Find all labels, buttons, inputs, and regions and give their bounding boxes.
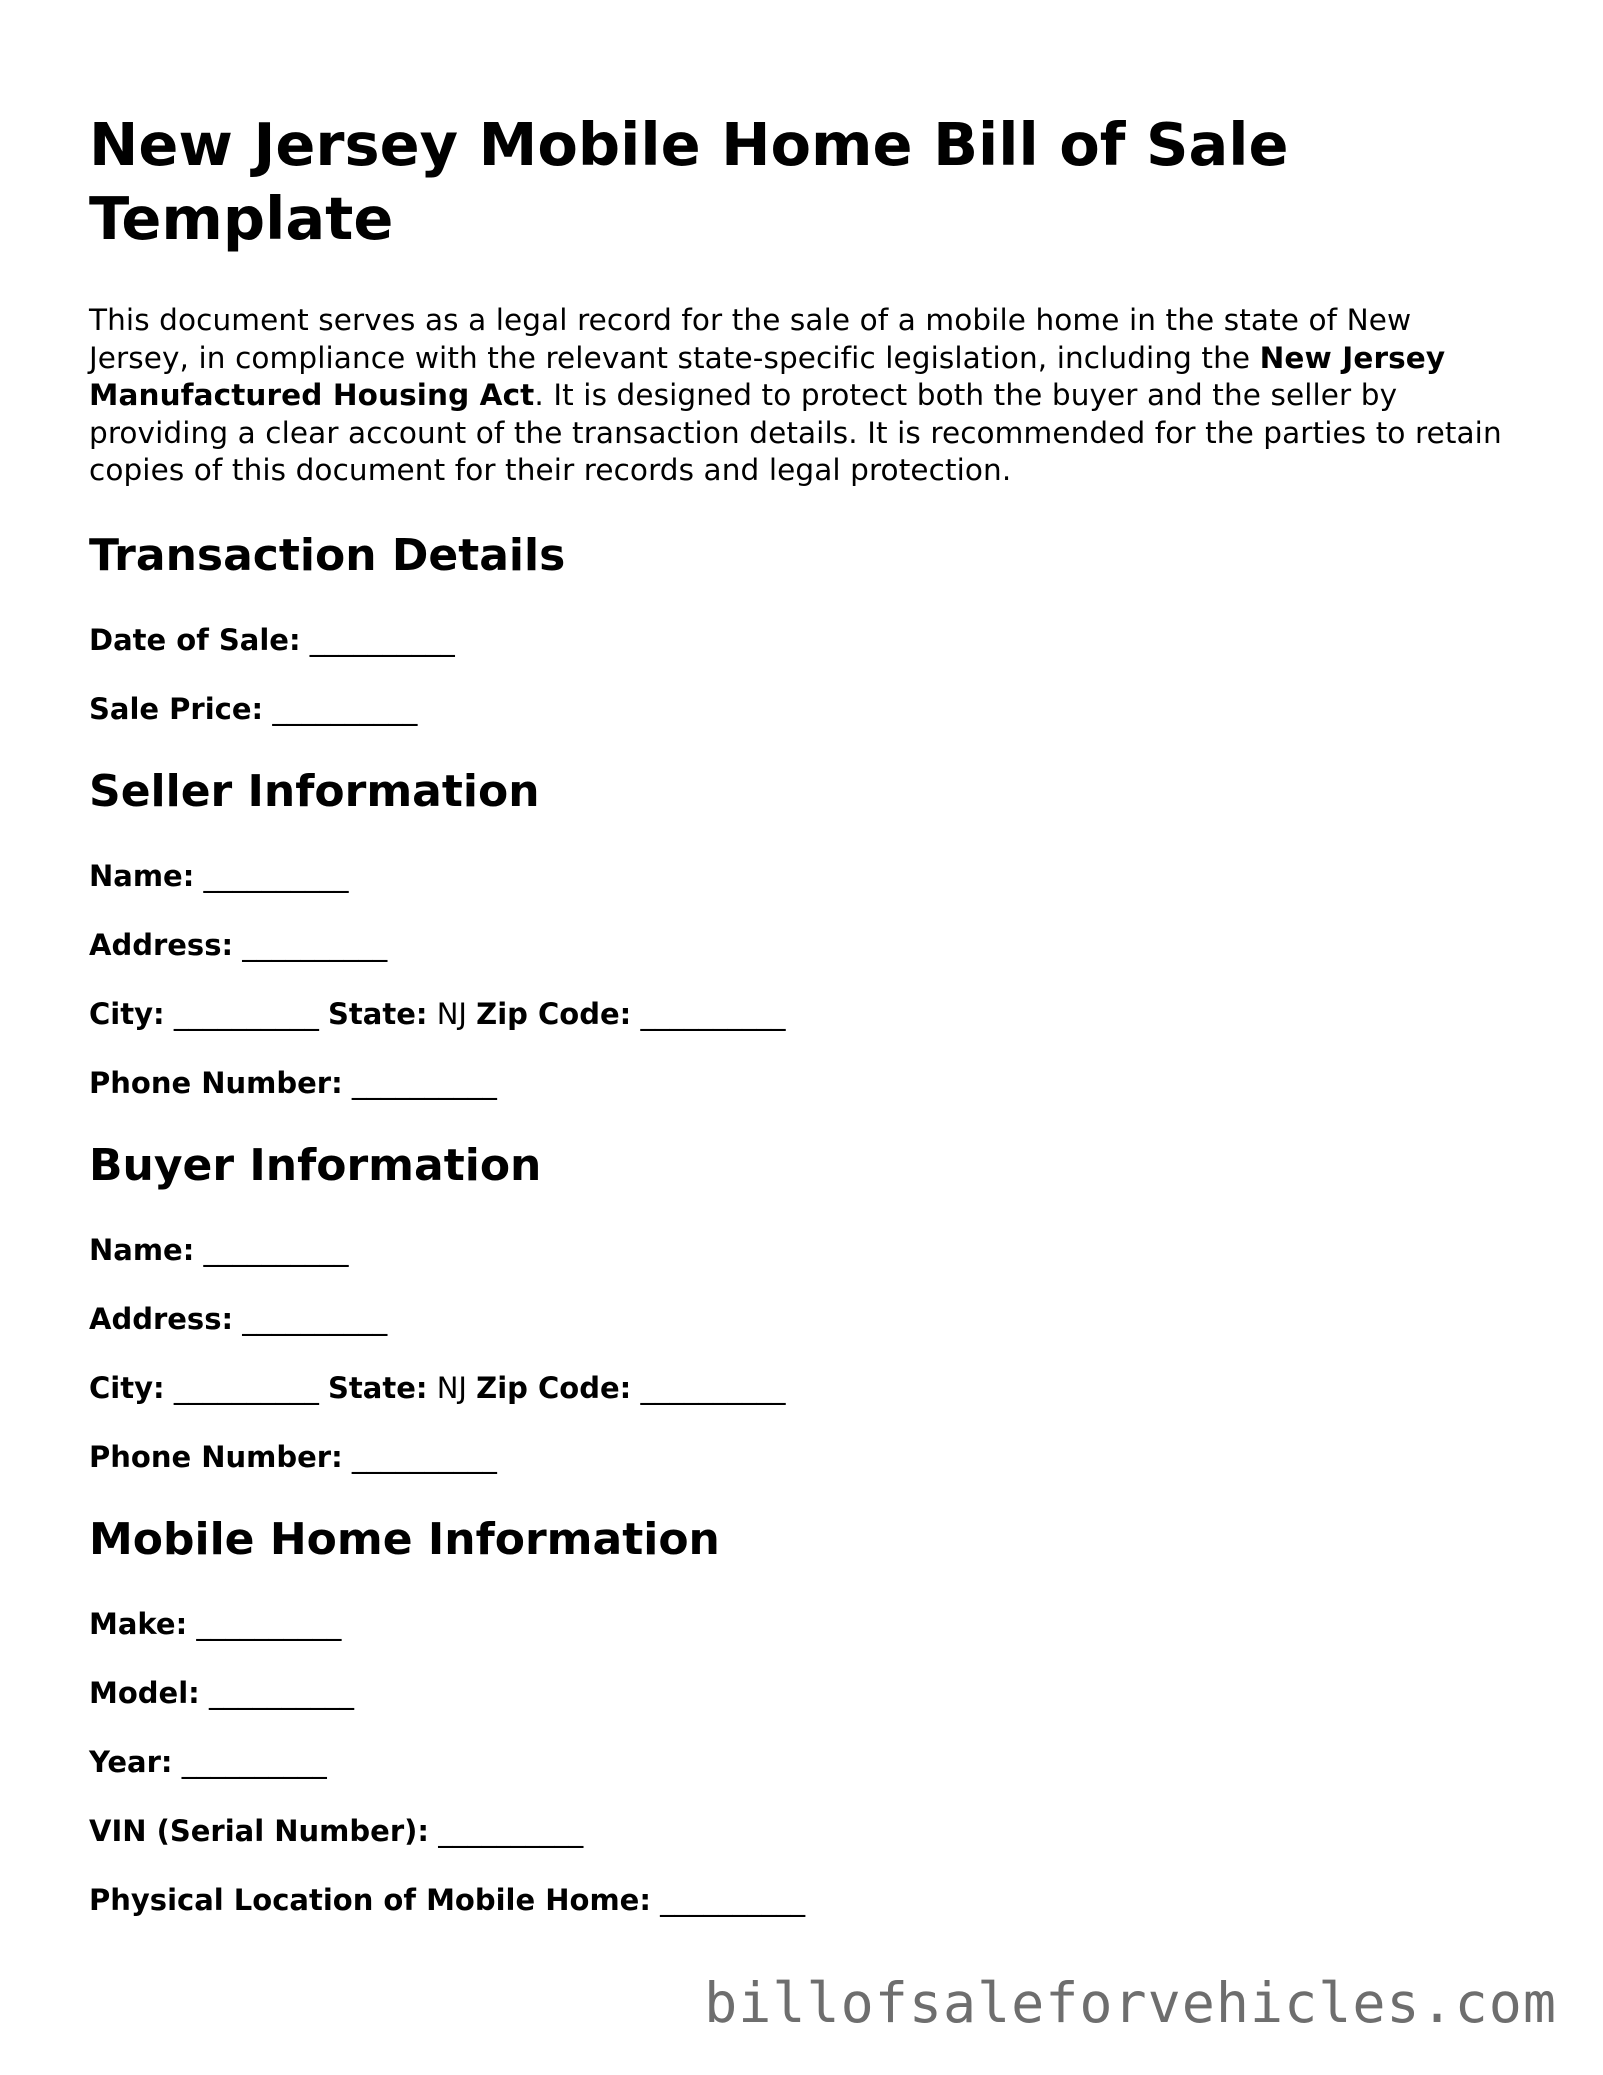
vin-label: VIN (Serial Number):	[89, 1813, 429, 1848]
model-field	[89, 1675, 1519, 1712]
seller-phone-field	[89, 1065, 1519, 1102]
seller-address-field	[89, 927, 1519, 964]
vin-field	[89, 1813, 1519, 1850]
seller-name-label: Name:	[89, 858, 195, 893]
watermark: billofsaleforvehicles.com	[704, 1971, 1557, 2035]
seller-state-label: State:	[328, 996, 428, 1031]
buyer-state-label: State:	[328, 1370, 428, 1405]
buyer-state-value: NJ	[436, 1370, 467, 1405]
vin-blank[interactable]: __________	[438, 1813, 584, 1848]
physical-location-field	[89, 1882, 1519, 1919]
document-page	[89, 108, 1519, 1951]
make-blank[interactable]: __________	[196, 1606, 342, 1641]
make-field	[89, 1606, 1519, 1643]
buyer-zip-blank[interactable]: __________	[640, 1370, 786, 1405]
buyer-address-blank[interactable]: __________	[242, 1301, 388, 1336]
section-heading-seller: Seller Information	[89, 765, 540, 817]
seller-name-blank[interactable]: __________	[203, 858, 349, 893]
buyer-city-label: City:	[89, 1370, 165, 1405]
sale-price-blank[interactable]: __________	[272, 691, 418, 726]
intro-text-part1: This document serves as a legal record for the sale of a mobile home in the state of New Jersey, in compliance with the relevant state-specific legislation, including the	[89, 303, 1412, 375]
make-label: Make:	[89, 1606, 188, 1641]
section-heading-mobile-home: Mobile Home Information	[89, 1513, 720, 1565]
seller-phone-label: Phone Number:	[89, 1065, 343, 1100]
seller-phone-blank[interactable]: __________	[351, 1065, 497, 1100]
date-of-sale-field	[89, 622, 1519, 659]
year-label: Year:	[89, 1744, 173, 1779]
date-of-sale-blank[interactable]: __________	[309, 622, 455, 657]
seller-zip-blank[interactable]: __________	[640, 996, 786, 1031]
model-label: Model:	[89, 1675, 200, 1710]
date-of-sale-label: Date of Sale:	[89, 622, 301, 657]
buyer-name-field	[89, 1232, 1519, 1269]
section-heading-transaction: Transaction Details	[89, 529, 566, 581]
seller-city-state-zip-field	[89, 996, 1519, 1033]
buyer-city-blank[interactable]: __________	[173, 1370, 319, 1405]
seller-city-label: City:	[89, 996, 165, 1031]
seller-city-blank[interactable]: __________	[173, 996, 319, 1031]
buyer-zip-label: Zip Code:	[476, 1370, 632, 1405]
buyer-address-label: Address:	[89, 1301, 234, 1336]
seller-address-blank[interactable]: __________	[242, 927, 388, 962]
buyer-city-state-zip-field	[89, 1370, 1519, 1407]
page-title: New Jersey Mobile Home Bill of Sale Template	[89, 110, 1289, 253]
physical-location-label: Physical Location of Mobile Home:	[89, 1882, 651, 1917]
seller-name-field	[89, 858, 1519, 895]
intro-paragraph	[89, 302, 1519, 490]
buyer-phone-label: Phone Number:	[89, 1439, 343, 1474]
buyer-phone-blank[interactable]: __________	[351, 1439, 497, 1474]
model-blank[interactable]: __________	[208, 1675, 354, 1710]
buyer-name-blank[interactable]: __________	[203, 1232, 349, 1267]
section-heading-buyer: Buyer Information	[89, 1139, 542, 1191]
intro-act-name: New Jersey Manufactured Housing Act	[89, 340, 1446, 412]
sale-price-label: Sale Price:	[89, 691, 264, 726]
seller-state-value: NJ	[436, 996, 467, 1031]
year-field	[89, 1744, 1519, 1781]
seller-address-label: Address:	[89, 927, 234, 962]
sale-price-field	[89, 691, 1519, 728]
intro-text-part2: . It is designed to protect both the buyer and the seller by providing a clear account of the transaction details. It is recommended for the parties to retain copies of this document for their records and legal protection.	[89, 378, 1502, 487]
physical-location-blank[interactable]: __________	[660, 1882, 806, 1917]
buyer-address-field	[89, 1301, 1519, 1338]
year-blank[interactable]: __________	[181, 1744, 327, 1779]
seller-zip-label: Zip Code:	[476, 996, 632, 1031]
buyer-name-label: Name:	[89, 1232, 195, 1267]
buyer-phone-field	[89, 1439, 1519, 1476]
